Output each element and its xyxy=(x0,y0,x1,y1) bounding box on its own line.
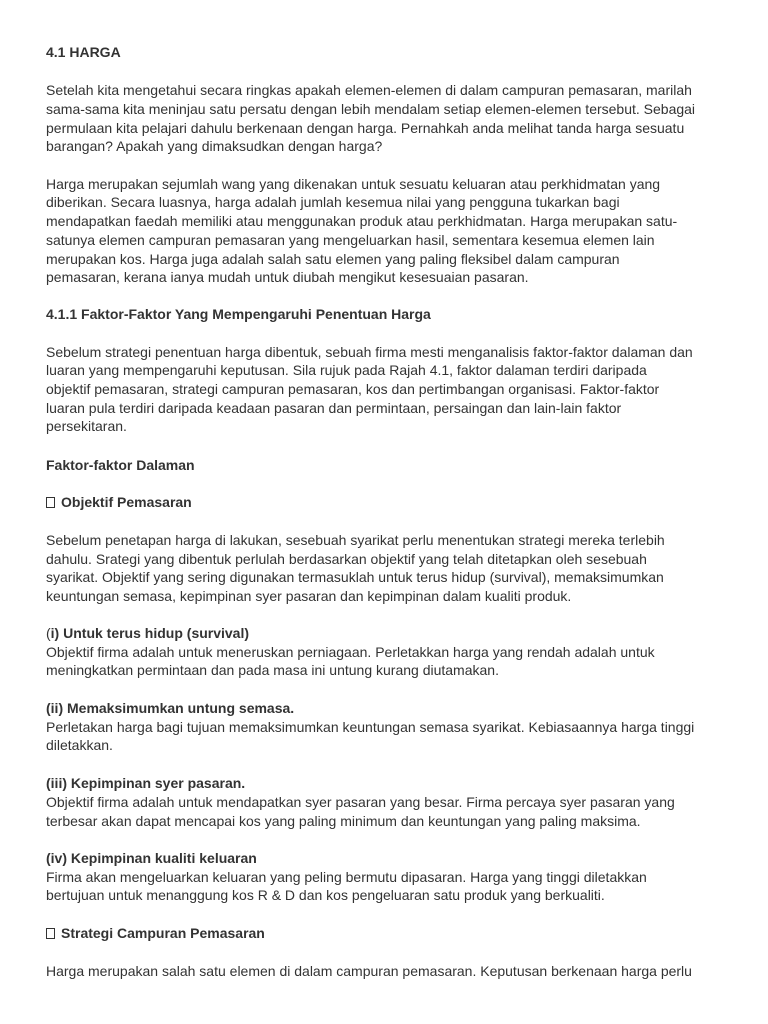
missing-glyph-icon xyxy=(46,928,55,939)
item-heading-prefix: ( xyxy=(46,625,51,641)
paragraph-line: persekitaran. xyxy=(46,418,127,434)
subheading-objektif-pemasaran xyxy=(46,493,192,511)
paragraph-line: Objektif firma adalah untuk mendapatkan syer pasaran yang besar. Firma percaya syer pasaran yang xyxy=(46,794,675,810)
paragraph-line: luaran pula terdiri daripada keadaan pasaran dan permintaan, persaingan dan lain-lain faktor xyxy=(46,400,622,416)
item-heading-iii: (iii) Kepimpinan syer pasaran. xyxy=(46,775,246,791)
paragraph-line: syarikat. Objektif yang sering digunakan termasuklah untuk terus hidup (survival), memaksimumkan xyxy=(46,569,664,585)
section-heading-4-1-1: 4.1.1 Faktor-Faktor Yang Mempengaruhi Penentuan Harga xyxy=(46,306,431,322)
paragraph-line: Harga merupakan sejumlah wang yang dikenakan untuk sesuatu keluaran atau perkhidmatan yang xyxy=(46,176,661,192)
paragraph-line: permulaan kita pelajari dahulu berkenaan dengan harga. Pernahkah anda melihat tanda harga sesuatu xyxy=(46,120,685,136)
paragraph-line: Setelah kita mengetahui secara ringkas apakah elemen-elemen di dalam campuran pemasaran, marilah xyxy=(46,82,692,98)
paragraph-line: terbesar akan dapat mencapai kos yang paling minimum dan keuntungan yang paling maksima. xyxy=(46,813,641,829)
missing-glyph-icon xyxy=(46,497,55,508)
item-heading-text: i) Untuk terus hidup (survival) xyxy=(50,625,250,641)
paragraph-line: Objektif firma adalah untuk meneruskan perniagaan. Perletakkan harga yang rendah adalah untuk xyxy=(46,644,655,660)
paragraph-line: Harga merupakan salah satu elemen di dalam campuran pemasaran. Keputusan berkenaan harga perlu xyxy=(46,963,692,979)
section-heading-4-1: 4.1 HARGA xyxy=(46,44,121,60)
item-heading-i xyxy=(46,624,249,642)
paragraph-line: pemasaran, kerana ianya mudah untuk diubah mengikut kesesuaian pasaran. xyxy=(46,269,529,285)
paragraph-line: diberikan. Secara luasnya, harga adalah jumlah kesemua nilai yang pengguna tukarkan bagi xyxy=(46,194,620,210)
paragraph-line: barangan? Apakah yang dimaksudkan dengan harga? xyxy=(46,138,383,154)
paragraph-line: diletakkan. xyxy=(46,737,113,753)
paragraph-line: luaran yang mempengaruhi keputusan. Sila rujuk pada Rajah 4.1, faktor dalaman terdiri daripada xyxy=(46,362,647,378)
item-heading-ii: (ii) Memaksimumkan untung semasa. xyxy=(46,700,295,716)
item-heading-iv: (iv) Kepimpinan kualiti keluaran xyxy=(46,850,257,866)
paragraph-line: mendapatkan faedah memiliki atau menggunakan produk atau perkhidmatan. Harga merupakan satu- xyxy=(46,213,678,229)
paragraph-line: dahulu. Srategi yang dibentuk perlulah berdasarkan objektif yang telah ditetapkan oleh sesebuah xyxy=(46,551,647,567)
paragraph-line: keuntungan semasa, kepimpinan syer pasaran dan kepimpinan dalam kualiti produk. xyxy=(46,588,572,604)
paragraph-line: Sebelum penetapan harga di lakukan, sesebuah syarikat perlu menentukan strategi mereka terlebih xyxy=(46,532,665,548)
subheading-faktor-dalaman: Faktor-faktor Dalaman xyxy=(46,457,195,473)
paragraph-line: satunya elemen campuran pemasaran yang mengeluarkan hasil, sementara kesemua elemen lain xyxy=(46,232,655,248)
paragraph-line: Perletakan harga bagi tujuan memaksimumkan keuntungan semasa syarikat. Kebiasaannya harga tinggi xyxy=(46,719,695,735)
paragraph-line: sama-sama kita meninjau satu persatu dengan lebih mendalam setiap elemen-elemen tersebut. Sebagai xyxy=(46,101,696,117)
subheading-strategi-campuran xyxy=(46,924,265,942)
paragraph-line: meningkatkan permintaan dan pada masa ini untung kurang diutamakan. xyxy=(46,662,499,678)
paragraph-line: bertujuan untuk menanggung kos R & D dan kos pengeluaran satu produk yang berkualiti. xyxy=(46,887,605,903)
paragraph-line: merupakan kos. Harga juga adalah salah satu elemen yang paling fleksibel dalam campuran xyxy=(46,251,620,267)
subheading-text: Strategi Campuran Pemasaran xyxy=(61,925,265,941)
paragraph-line: objektif pemasaran, strategi campuran pemasaran, kos dan pertimbangan organisasi. Faktor-faktor xyxy=(46,381,660,397)
paragraph-line: Sebelum strategi penentuan harga dibentuk, sebuah firma mesti menganalisis faktor-faktor dalaman dan xyxy=(46,344,693,360)
subheading-text: Objektif Pemasaran xyxy=(61,494,192,510)
paragraph-line: Firma akan mengeluarkan keluaran yang peling bermutu dipasaran. Harga yang tinggi diletakkan xyxy=(46,869,647,885)
